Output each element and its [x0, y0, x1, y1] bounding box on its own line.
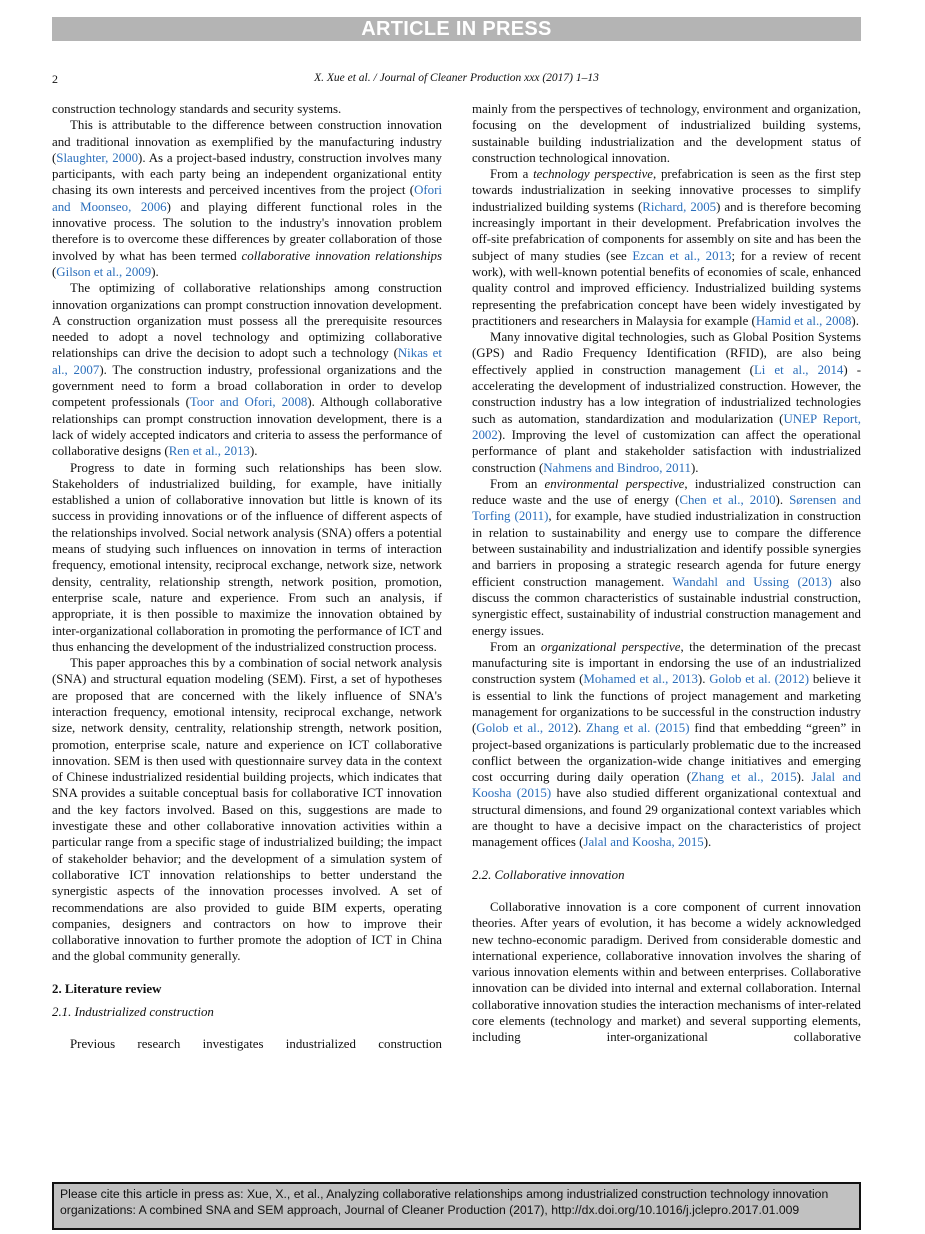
body-text: have also studied different organizational contextual and structural dimensions, and found 29 organizational context variables which are thought to have a decisive impact on the characteristics of project management offices ( [472, 786, 861, 850]
citation-link[interactable]: Nahmens and Bindroo, 2011 [543, 460, 691, 475]
body-text: ). [703, 835, 712, 850]
left-after-paragraphs [52, 1036, 442, 1052]
citation-link[interactable]: UNEP Report, 2002 [472, 411, 862, 442]
citation-link[interactable]: Nikas et al., 2007 [52, 346, 442, 377]
citation-box [52, 1182, 861, 1230]
body-text: , for example, have studied industrialization in construction in relation to sustainability and energy use to compare the difference between sustainability and industrialization and identify possible synergies and barriers in proposing a strategic research agenda for future energy efficient construction management. [472, 509, 861, 589]
subsection-heading: 2.1. Industrialized construction [52, 1005, 214, 1020]
paragraph [52, 101, 442, 117]
body-text: From an [490, 476, 545, 491]
body-text: believe it is essential to link the functions of project management and marketing management for organizations to be successful in the construction industry ( [472, 672, 861, 736]
body-text: ). [851, 313, 859, 328]
body-text: ). [697, 672, 710, 687]
citation-link[interactable]: Golob et al., 2012 [476, 721, 574, 736]
body-text: ; for a review of recent work), with well-known potential benefits of economies of scale, enhanced quality control and improved efficiency. Industrialized building systems representing the prefabrication concept have been widely investigated by practitioners and researchers in Malaysia for example ( [472, 248, 861, 328]
citation-line-2 [60, 1202, 859, 1218]
paragraph [52, 655, 442, 965]
page-number: 2 [52, 72, 58, 86]
body-text: find that embedding “green” in project-based organizations is particularly problematic due to the increased conflict between the organization-wide change initiatives and emerging cost occurring during daily operation ( [472, 721, 861, 785]
body-text: ). [691, 460, 699, 475]
paragraph [52, 280, 442, 459]
italic-term: collaborative innovation relationships [241, 248, 442, 263]
paragraph [472, 101, 861, 166]
citation-link[interactable]: Richard, 2005 [642, 199, 717, 214]
citation-link[interactable]: Gilson et al., 2009 [56, 264, 152, 279]
doi-link[interactable]: http://dx.doi.org/10.1016/j.jclepro.2017.01.009 [551, 1203, 800, 1217]
section-heading: 2. Literature review [52, 981, 162, 996]
body-text: ) and playing different functional roles in the innovative process. The solution to the industry's innovation problem therefore is to overcome these differences by greater collaboration of those involved by what has been termed [52, 199, 442, 263]
citation-link[interactable]: Wandahl and Ussing (2013) [672, 574, 832, 589]
article-in-press-banner: ARTICLE IN PRESS [52, 17, 861, 41]
right-paragraphs [472, 101, 861, 851]
body-text: ) - accelerating the development of industrialized construction. However, the construction industry has a low integration of industrialized technologies such as automation, standardization and modularization ( [472, 362, 861, 426]
body-text: ) and is therefore becoming increasingly important in their development. Prefabrication involves the off-site prefabrication of components for assembly on site and has been the subject of many studies (see [472, 199, 861, 263]
paragraph [472, 639, 861, 851]
body-text: This paper approaches this by a combination of social network analysis (SNA) and structural equation modeling (SEM). First, a set of hypotheses are proposed that are concerned with the likely influence of SNA's interaction frequency, emotional intensity, reciprocal exchange, network size, network density, centrality, relationship strength, network position, promotion, enterprise scale, nature and experience on ICT collaborative innovation. SEM is then used with questionnaire survey data in the context of Chinese industrialized residential building projects, which indicates that SNA provides a suitable conceptual basis for collaborative ICT innovation and the key factors involved. Based on this, suggestions are made to investigate these and other collaborative innovation activities within a particular range from a specific stage of industrialized building; the impact of stakeholder behavior; and the development of a simulation system of collaborative ICT innovation relationships to better understand the synergistic aspects of the innovation processes involved. A set of recommendations are also provided to guide BIM experts, operating companies, designers and contractors on how to improve their collaborative innovation to further promote the adoption of ICT in China and the global community generally. [52, 656, 442, 964]
italic-term: environmental perspective [544, 476, 685, 491]
italic-term: technology perspective [533, 167, 654, 182]
body-text: ). [249, 444, 258, 459]
paragraph [472, 899, 861, 1046]
body-text: ). As a project-based industry, construction involves many participants, with each party being an independent organizational entity chasing its own interests and perceived incentives from the project ( [52, 150, 442, 198]
citation-text: organizations: A combined SNA and SEM approach, Journal of Cleaner Production (2017), [60, 1203, 552, 1217]
subsection-heading: 2.2. Collaborative innovation [472, 867, 625, 882]
citation-link[interactable]: Ezcan et al., 2013 [632, 248, 732, 263]
citation-link[interactable]: Slaughter, 2000 [56, 150, 139, 165]
citation-link[interactable]: Li et al., 2014 [753, 362, 844, 377]
citation-link[interactable]: Golob et al. (2012) [709, 672, 810, 687]
left-column [52, 101, 442, 1053]
citation-link[interactable]: Chen et al., 2010 [679, 493, 776, 508]
body-text: ). Improving the level of customization can affect the operational performance of plant and stakeholder satisfaction with industrialized construction ( [472, 427, 861, 475]
citation-link[interactable]: Zhang et al. (2015) [586, 721, 690, 736]
italic-term: organizational perspective [540, 639, 681, 654]
body-text: construction technology standards and security systems. [52, 102, 342, 116]
paragraph [52, 117, 442, 280]
citation-link[interactable]: Jalal and Koosha, 2015 [583, 835, 704, 850]
body-text: ). [796, 770, 812, 785]
body-text: ( [52, 264, 57, 279]
paragraph [472, 329, 861, 476]
citation-line-1: Please cite this article in press as: Xue, X., et al., Analyzing collaborative relationships among industrialized construction technology innovation [60, 1187, 829, 1201]
left-paragraphs [52, 101, 442, 965]
body-text: Previous research investigates industrialized construction [70, 1037, 442, 1052]
body-text: mainly from the perspectives of technology, environment and organization, focusing on the development of industrialized building systems, sustainable building industrialization and the development status of construction technological innovation. [472, 102, 861, 165]
citation-link[interactable]: Hamid et al., 2008 [755, 313, 852, 328]
citation-link[interactable]: Toor and Ofori, 2008 [189, 395, 308, 410]
body-text: The optimizing of collaborative relationships among construction innovation organizations can prompt construction innovation development. A construction organization must possess all the prerequisite resources needed to adopt a novel technology and optimizing collaborative relationships can drive the decision to adopt such a technology ( [52, 281, 442, 361]
body-text: , the determination of the precast manufacturing site is important in endorsing the use of an industrialized construction system ( [472, 639, 862, 687]
body-text: , industrialized construction can reduce waste and the use of energy ( [472, 476, 862, 508]
body-text: also discuss the common characteristics of sustainable industrial construction, synergistic effect, sustainability of industrial construction management and energy issues. [472, 574, 861, 638]
body-text: This is attributable to the difference between construction innovation and traditional innovation as exemplified by the manufacturing industry ( [52, 118, 442, 165]
body-text: Collaborative innovation is a core component of current innovation theories. After years of evolution, it has become a widely acknowledged new techno-economic paradigm. Derived from considerable domestic and international experience, collaborative innovation involves the sharing of various innovation elements within and between enterprises. Collaborative innovation can be divided into internal and external collaboration. Internal collaborative innovation studies the interaction mechanisms of inter-related core elements (technology and market) and several supporting elements, including inter-organizational collaborative [472, 899, 861, 1045]
body-text: ). [573, 721, 587, 736]
right-column [472, 101, 861, 1046]
body-text: ). [151, 264, 159, 279]
citation-link[interactable]: Jalal and Koosha (2015) [472, 770, 861, 801]
paragraph [52, 460, 442, 656]
citation-link[interactable]: Ren et al., 2013 [168, 444, 250, 459]
right-after-paragraphs [472, 899, 861, 1046]
body-text: From a [490, 167, 534, 182]
paragraph [472, 476, 861, 639]
body-text: ). The construction industry, professional organizations and the government need to form a broad collaboration in order to develop competent professionals ( [52, 362, 442, 410]
citation-link[interactable]: Sørensen and Torfing (2011) [472, 493, 861, 524]
body-text: Many innovative digital technologies, such as Global Position Systems (GPS) and Radio Frequency Identification (RFID), are also being effectively applied in construction management ( [472, 330, 861, 377]
paragraph [472, 166, 861, 329]
citation-link[interactable]: Ofori and Moonseo, 2006 [52, 183, 442, 214]
body-text: Progress to date in forming such relationships has been slow. Stakeholders of industrialized building, for example, have initially established a union of collaborative innovation but little is known of its success in providing innovations or of the influence of different aspects of the relationships involved. Social network analysis (SNA) offers a potential means of studying such influences on innovation in terms of interaction frequency, emotional intensity, reciprocal exchange, network size, network density, centrality, relationship strength, network position, promotion, enterprise scale, nature and experience. From such an analysis, if appropriate, it is then possible to maximize the innovation obtained by inter-organizational collaboration in promoting the performance of ICT and thus enhancing the development of the industrialized construction process. [52, 460, 442, 654]
body-text: ). [775, 493, 790, 508]
body-text: , prefabrication is seen as the first step towards industrialization in seeking innovative processes to simplify industrialized building systems ( [472, 167, 861, 214]
paragraph [52, 1036, 442, 1052]
citation-link[interactable]: Zhang et al., 2015 [691, 770, 797, 785]
running-head: X. Xue et al. / Journal of Cleaner Production xxx (2017) 1–13 [314, 72, 599, 84]
body-text: ). Although collaborative relationships can prompt construction innovation development, there is a lack of widely accepted indicators and criteria to assess the performance of collaborative designs ( [52, 395, 443, 459]
citation-link[interactable]: Mohamed et al., 2013 [583, 672, 698, 687]
body-text: From an [490, 639, 541, 654]
